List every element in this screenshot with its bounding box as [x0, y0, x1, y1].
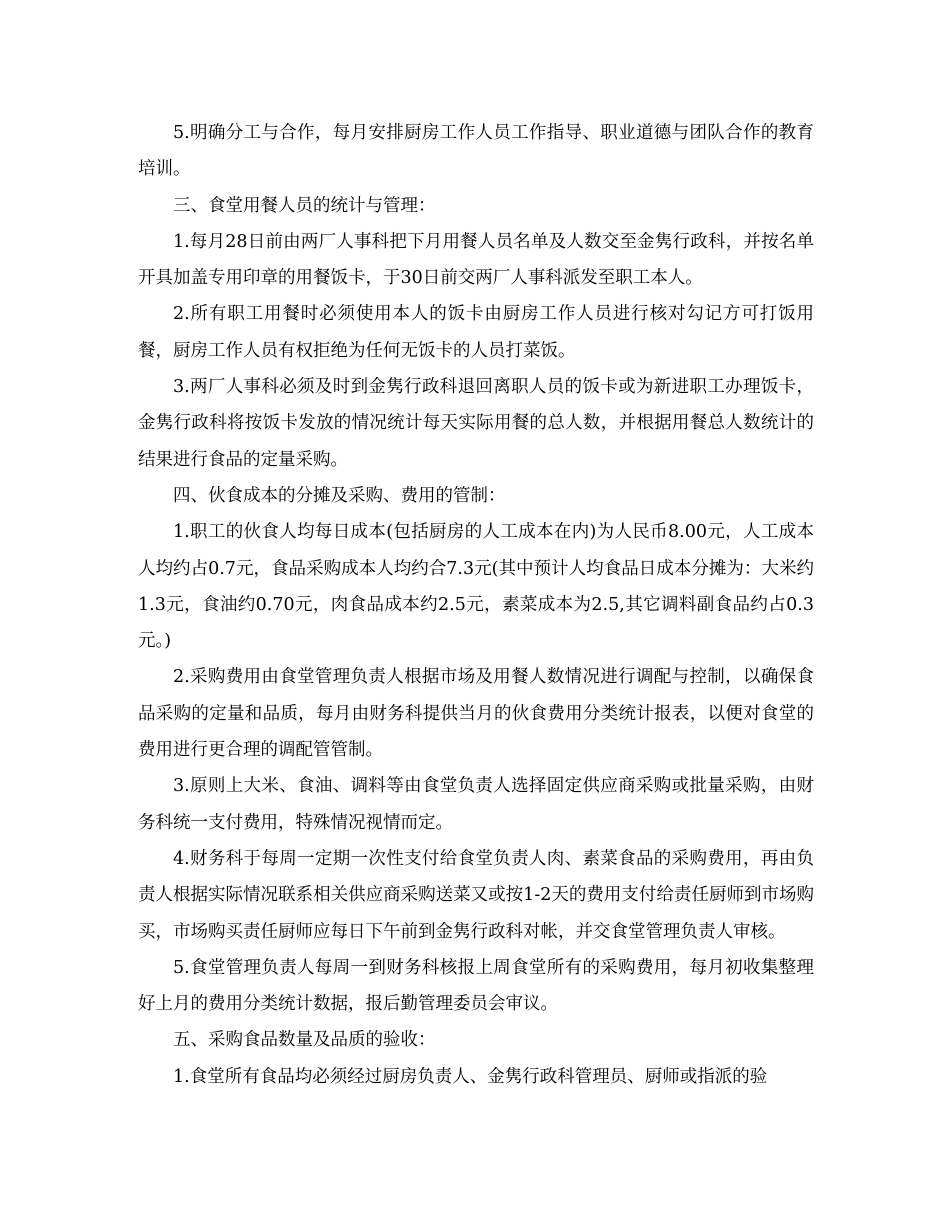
paragraph-division-of-labor: 5.明确分工与合作，每月安排厨房工作人员工作指导、职业道德与团队合作的教育培训。 — [138, 123, 814, 180]
paragraph-inspection: 1.食堂所有食品均必须经过厨房负责人、金隽行政科管理员、厨师或指派的验 — [173, 1066, 768, 1087]
paragraph-weekly-report: 5.食堂管理负责人每周一到财务科核报上周食堂所有的采购费用，每月初收集整理好上月的费用分类统计数据，报后勤管理委员会审议。 — [138, 957, 814, 1015]
paragraph-meal-list: 1.每月28日前由两厂人事科把下月用餐人员名单及人数交至金隽行政科，并按名单开具加盖专用印章的用餐饭卡，于30日前交两厂人事科派发至职工本人。 — [138, 231, 814, 289]
heading-section-5: 五、采购食品数量及品质的验收： — [173, 1030, 436, 1051]
document-body — [138, 115, 814, 1095]
heading-section-4: 四、伙食成本的分摊及采购、费用的管制： — [173, 485, 506, 506]
paragraph-card-return: 3.两厂人事科必须及时到金隽行政科退回离职人员的饭卡或为新进职工办理饭卡，金隽行政科将按饭卡发放的情况统计每天实际用餐的总人数，并根据用餐总人数统计的结果进行食品的定量采购。 — [138, 377, 814, 470]
paragraph-meal-card-use: 2.所有职工用餐时必须使用本人的饭卡由厨房工作人员进行核对勾记方可打饭用餐，厨房工作人员有权拒绝为任何无饭卡的人员打菜饭。 — [138, 304, 814, 361]
paragraph-purchase-control: 2.采购费用由食堂管理负责人根据市场及用餐人数情况进行调配与控制，以确保食品采购的定量和品质，每月由财务科提供当月的伙食费用分类统计报表，以便对食堂的费用进行更合理的调配管管制。 — [138, 667, 814, 761]
paragraph-bulk-purchase: 3.原则上大米、食油、调料等由食堂负责人选择固定供应商采购或批量采购，由财务科统一支付费用，特殊情况视情而定。 — [138, 776, 814, 833]
paragraph-weekly-payment: 4.财务科于每周一定期一次性支付给食堂负责人肉、素菜食品的采购费用，再由负责人根据实际情况联系相关供应商采购送菜又或按1-2天的费用支付给责任厨师到市场购买，市场购买责任厨师应每日下午前到金隽行政科对帐，并交食堂管理负责人审核。 — [138, 848, 814, 942]
paragraph-cost-per-person: 1.职工的伙食人均每日成本(包括厨房的人工成本在内)为人民币8.00元，人工成本人均约占0.7元，食品采购成本人均约合7.3元(其中预计人均食品日成本分摊为：大米约1.3元，食油约0.70元，肉食品成本约2.5元，素菜成本为2.5,其它调料副食品约占0.3元。) — [138, 522, 814, 652]
heading-section-3: 三、食堂用餐人员的统计与管理： — [173, 195, 436, 216]
